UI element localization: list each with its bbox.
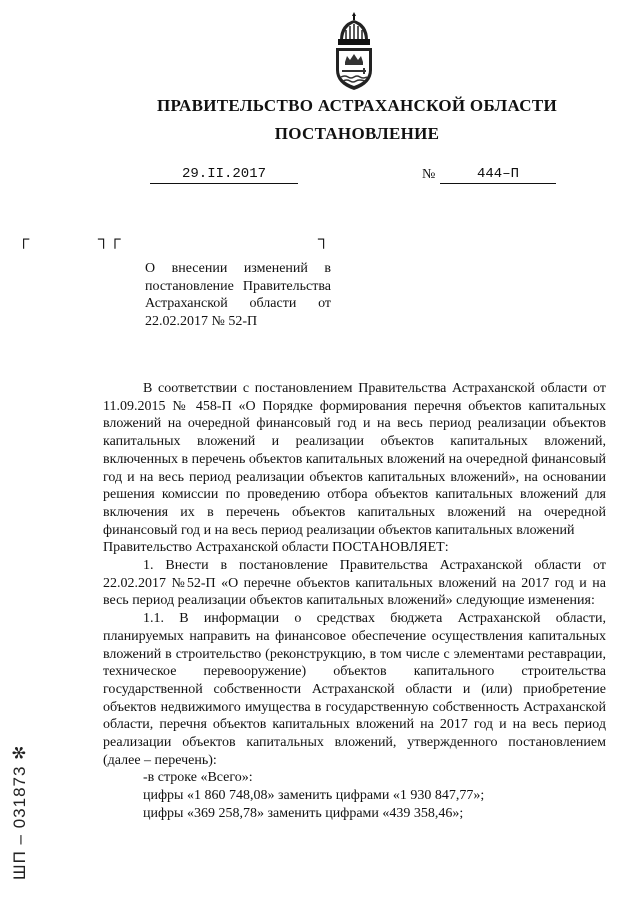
replacement-2: цифры «369 258,78» заменить цифрами «439 358,46»; — [143, 805, 464, 821]
preamble-paragraph: В соответствии с постановлением Правительства Астраханской области от 11.09.2015 № 458-П «О Порядке формирования перечня объектов капитальных вложений на очередной финансовый год и на весь период реализации объектов капитальных вложений и реализации объектов капитальных вложений, включенных в перечень объектов капитальных вложений на очередной финансовый год и на весь период реализации объектов капитальных вложений», на основании решения комиссии по проведению отбора объектов капитальных вложений для включения их в перечень объектов капитальных вложений на очередной финансовый год и на весь период реализации объектов капитальных вложений — [103, 381, 606, 538]
document-number-label: № — [422, 167, 436, 182]
coat-of-arms-emblem — [326, 10, 382, 92]
bracket-top-left: ┌ — [18, 231, 30, 248]
bracket-mid-right: ┐┌ — [98, 231, 121, 248]
replacement-1: цифры «1 860 748,08» заменить цифрами «1 930 847,77»; — [143, 788, 485, 804]
document-body — [103, 380, 606, 823]
document-subject: О внесении изменений в постановление Правительства Астраханской области от 22.02.2017 № 52-П — [145, 261, 331, 329]
document-date: 29.II.2017 — [150, 166, 298, 184]
government-title: ПРАВИТЕЛЬСТВО АСТРАХАНСКОЙ ОБЛАСТИ — [157, 96, 557, 115]
document-number: 444–П — [440, 166, 556, 184]
document-serial-code: ШП – 031873 ✻ — [10, 744, 29, 880]
document-type: ПОСТАНОВЛЕНИЕ — [274, 124, 440, 143]
row-total-label: -в строке «Всего»: — [143, 770, 253, 786]
clause-1-1: 1.1. В информации о средствах бюджета Астраханской области, планируемых направить на финансовое обеспечение осуществления капитальных вложений в строительство (реконструкцию, в том числе с элементами реставрации, техническое перевооружение) объектов капитального строительства государственной собственности Астраханской области и (или) приобретение объектов недвижимого имущества в государственную собственность Астраханской области, перечня объектов капитальных вложений на 2017 год и на весь период реализации объектов капитальных вложений, утвержденного постановлением (далее – перечень): — [103, 611, 606, 768]
resolution-line: Правительство Астраханской области ПОСТАНОВЛЯЕТ: — [103, 540, 449, 556]
clause-1: 1. Внести в постановление Правительства Астраханской области от 22.02.2017 №52-П «О перечне объектов капитальных вложений на 2017 год и на весь период реализации объектов капитальных вложений» следующие изменения: — [103, 558, 606, 609]
bracket-top-right: ┐ — [318, 231, 330, 248]
